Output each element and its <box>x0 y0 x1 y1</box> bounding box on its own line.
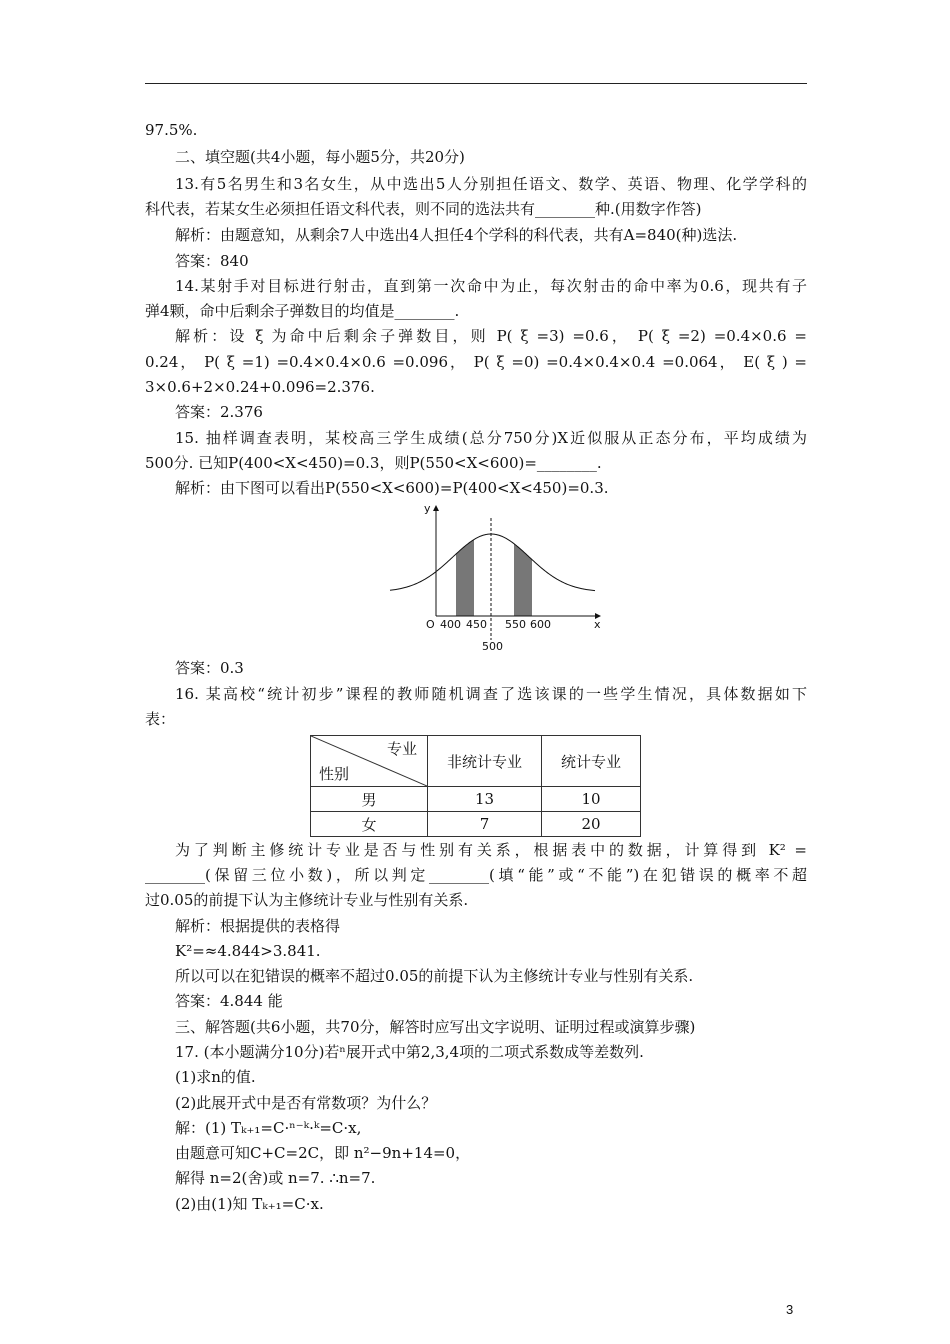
table-cell: 13 <box>428 787 542 812</box>
question-13-cont: 科代表，若某女生必须担任语文科代表，则不同的选法共有________种.(用数字作答) <box>145 200 702 218</box>
question-16: 16. 某高校“统计初步”课程的教师随机调查了选该课的一些学生情况，具体数据如下 <box>175 685 807 703</box>
solution-16-formula: K²=≈4.844>3.841. <box>175 942 321 960</box>
origin-label: O <box>426 618 435 631</box>
question-14: 14.某射手对目标进行射击，直到第一次命中为止，每次射击的命中率为0.6，现共有子 <box>175 277 807 295</box>
diagonal-header-cell <box>311 736 428 787</box>
tick-label: 600 <box>530 618 551 631</box>
question-17-part-2: (2)此展开式中是否有常数项？为什么？ <box>175 1094 437 1112</box>
question-16-body-end: 过0.05的前提下认为主修统计专业与性别有关系. <box>145 891 469 909</box>
x-axis-label: x <box>594 618 601 631</box>
solution-17-step: 由题意可知C+C=2C，即 n²−9n+14=0， <box>175 1144 471 1162</box>
column-header: 统计专业 <box>542 736 641 787</box>
normal-distribution-figure <box>380 500 610 660</box>
answer-13: 答案：840 <box>175 252 249 270</box>
question-15-cont: 500分. 已知P(400<X<450)=0.3，则P(550<X<600)=________. <box>145 454 602 472</box>
text-line: 97.5%. <box>145 121 198 139</box>
section-heading: 二、填空题(共4小题，每小题5分，共20分) <box>175 148 465 166</box>
tick-label: 400 <box>440 618 461 631</box>
solution-14: 解析：设 ξ 为命中后剩余子弹数目，则 P( ξ =3) =0.6， P( ξ =2) =0.4×0.6 = <box>175 327 807 345</box>
column-header: 非统计专业 <box>428 736 542 787</box>
answer-14: 答案：2.376 <box>175 403 263 421</box>
header-rule <box>145 83 807 84</box>
question-17-part-1: (1)求n的值. <box>175 1068 256 1086</box>
answer-16: 答案：4.844 能 <box>175 992 283 1010</box>
y-axis-label: y <box>424 502 431 515</box>
header-gender: 性别 <box>319 765 350 783</box>
solution-14-end: 3×0.6+2×0.24+0.096=2.376. <box>145 378 375 396</box>
solution-16-conclusion: 所以可以在犯错误的概率不超过0.05的前提下认为主修统计专业与性别有关系. <box>175 967 694 985</box>
answer-15: 答案：0.3 <box>175 659 244 677</box>
solution-14-cont: 0.24， P( ξ =1) =0.4×0.4×0.6 =0.096， P( ξ =0) =0.4×0.4×0.4 =0.064， E( ξ ) = <box>145 353 807 371</box>
table-cell: 10 <box>542 787 641 812</box>
question-14-cont: 弹4颗，命中后剩余子弹数目的均值是________. <box>145 302 460 320</box>
page-number: 3 <box>786 1302 794 1317</box>
tick-label: 550 <box>505 618 526 631</box>
question-16-body: 为了判断主修统计专业是否与性别有关系，根据表中的数据，计算得到 K² = <box>175 841 807 859</box>
solution-16: 解析：根据提供的表格得 <box>175 917 341 935</box>
mean-label: 500 <box>482 640 503 653</box>
section-heading: 三、解答题(共6小题，共70分，解答时应写出文字说明、证明过程或演算步骤) <box>175 1018 696 1036</box>
question-16-body-cont: ________(保留三位小数)，所以判定________(填“能”或“不能”)在犯错误的概率不超 <box>145 866 807 884</box>
contingency-table <box>310 735 641 837</box>
question-13: 13.有5名男生和3名女生，从中选出5人分别担任语文、数学、英语、物理、化学学科的 <box>175 175 807 193</box>
header-major: 专业 <box>386 740 417 758</box>
tick-label: 450 <box>466 618 487 631</box>
solution-17-step: 解得 n=2(舍)或 n=7. ∴n=7. <box>175 1169 376 1187</box>
shaded-region-550-600 <box>514 544 532 616</box>
question-15: 15. 抽样调查表明，某校高三学生成绩(总分750分)X近似服从正态分布，平均成绩为 <box>175 429 807 447</box>
table-cell: 7 <box>428 812 542 837</box>
table-row <box>311 812 641 837</box>
solution-17-part-2: (2)由(1)知 Tₖ₊₁=C·x. <box>175 1195 324 1213</box>
table-row <box>311 787 641 812</box>
row-label: 女 <box>311 812 428 837</box>
solution-17: 解：(1) Tₖ₊₁=C·ⁿ⁻ᵏ·ᵏ=C·x, <box>175 1119 362 1137</box>
normal-curve <box>390 534 595 591</box>
question-16-cont: 表： <box>145 710 176 728</box>
solution-13: 解析：由题意知，从剩余7人中选出4人担任4个学科的科代表，共有A=840(种)选法. <box>175 226 738 244</box>
row-label: 男 <box>311 787 428 812</box>
question-17: 17. (本小题满分10分)若ⁿ展开式中第2,3,4项的二项式系数成等差数列. <box>175 1043 644 1061</box>
table-cell: 20 <box>542 812 641 837</box>
solution-15: 解析：由下图可以看出P(550<X<600)=P(400<X<450)=0.3. <box>175 479 609 497</box>
